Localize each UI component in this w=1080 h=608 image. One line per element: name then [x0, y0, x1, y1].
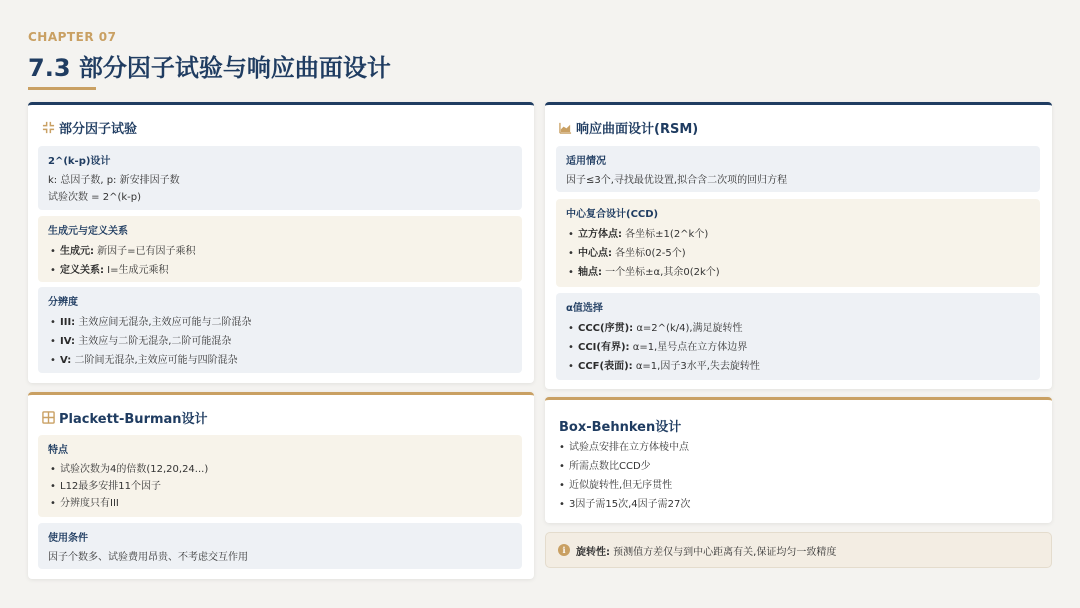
- list-item: • IV: 主效应与二阶无混杂,二阶可能混杂: [48, 332, 512, 351]
- card-title: 响应曲面设计(RSM): [559, 118, 698, 137]
- list-item: • 生成元: 新因子=已有因子乘积: [48, 242, 512, 261]
- alpha-box: α值选择 • CCC(序贯): α=2^(k/4),满足旋转性 • CCI(有界): α=1,星号点在立方体边界 • CCF(表面): α=1,因子3水平,失去旋转性: [556, 293, 1040, 380]
- text-line: 试验次数 = 2^(k-p): [48, 192, 142, 203]
- card-title: Plackett-Burman设计: [42, 408, 208, 427]
- list-item: • 试验点安排在立方体棱中点: [557, 438, 1037, 457]
- grid-icon: [42, 411, 55, 424]
- info-icon: i: [558, 544, 570, 556]
- card-title: Box-Behnken设计: [559, 420, 682, 435]
- list-item: • 定义关系: I=生成元乘积: [48, 261, 512, 280]
- features-box: 特点 • 试验次数为4的倍数(12,20,24...) • L12最多安排11个因子 • 分辨度只有III: [38, 435, 522, 517]
- list-item: • V: 二阶间无混杂,主效应可能与四阶混杂: [48, 351, 512, 370]
- card-title: 部分因子试验: [42, 118, 137, 137]
- list-item: • III: 主效应间无混杂,主效应可能与二阶混杂: [48, 313, 512, 332]
- list-item: • CCC(序贯): α=2^(k/4),满足旋转性: [566, 319, 1030, 338]
- list-item: • 所需点数比CCD少: [557, 457, 1037, 476]
- list-item: • CCI(有界): α=1,星号点在立方体边界: [566, 338, 1030, 357]
- list-item: • 分辨度只有III: [48, 495, 512, 512]
- chapter-label: CHAPTER 07: [28, 30, 117, 44]
- list-item: • CCF(表面): α=1,因子3水平,失去旋转性: [566, 357, 1030, 376]
- list-item: • 3因子需15次,4因子需27次: [557, 495, 1037, 514]
- box-behnken-card: [545, 397, 1052, 523]
- plackett-burman-card: [28, 392, 534, 579]
- rotatability-note: i 旋转性: 预测值方差仅与到中心距离有关,保证均匀一致精度: [545, 532, 1052, 568]
- list-item: • 近似旋转性,但无序贯性: [557, 476, 1037, 495]
- rsm-card: [545, 102, 1052, 389]
- area-chart-icon: [559, 121, 572, 134]
- list-item: • 立方体点: 各坐标±1(2^k个): [566, 225, 1030, 244]
- list-item: • 中心点: 各坐标0(2-5个): [566, 244, 1030, 263]
- page-title: 7.3 部分因子试验与响应曲面设计: [28, 54, 391, 82]
- text-line: 因子个数多、试验费用昂贵、不考虑交互作用: [48, 552, 248, 563]
- fractional-factorial-card: [28, 102, 534, 383]
- compress-icon: [42, 121, 55, 134]
- ccd-box: 中心复合设计(CCD) • 立方体点: 各坐标±1(2^k个) • 中心点: 各坐标0(2-5个) • 轴点: 一个坐标±α,其余0(2k个): [556, 199, 1040, 287]
- text-line: 因子≤3个,寻找最优设置,拟合含二次项的回归方程: [566, 175, 788, 186]
- list-item: • 轴点: 一个坐标±α,其余0(2k个): [566, 263, 1030, 282]
- list-item: • L12最多安排11个因子: [48, 478, 512, 495]
- title-underline: [28, 87, 96, 90]
- design-box: 2^(k-p)设计 k: 总因子数, p: 新安排因子数 试验次数 = 2^(k-p): [38, 146, 522, 210]
- generator-box: 生成元与定义关系 • 生成元: 新因子=已有因子乘积 • 定义关系: I=生成元乘积: [38, 216, 522, 282]
- conditions-box: 使用条件 因子个数多、试验费用昂贵、不考虑交互作用: [38, 523, 522, 569]
- list-item: • 试验次数为4的倍数(12,20,24...): [48, 461, 512, 478]
- applicable-box: 适用情况 因子≤3个,寻找最优设置,拟合含二次项的回归方程: [556, 146, 1040, 192]
- text-line: k: 总因子数, p: 新安排因子数: [48, 175, 180, 186]
- resolution-box: 分辨度 • III: 主效应间无混杂,主效应可能与二阶混杂 • IV: 主效应与二阶无混杂,二阶可能混杂 • V: 二阶间无混杂,主效应可能与四阶混杂: [38, 287, 522, 373]
